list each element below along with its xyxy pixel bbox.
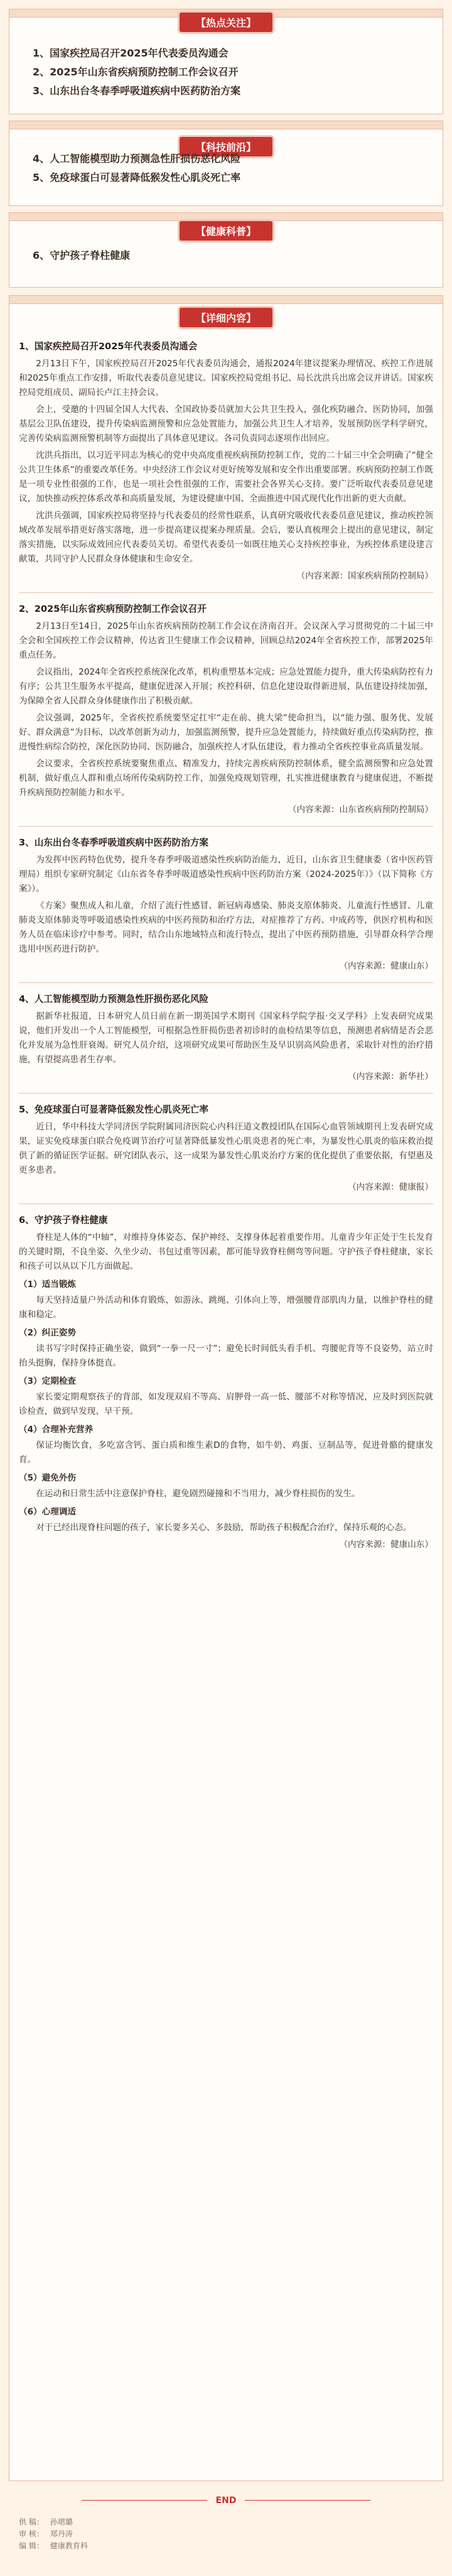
divider <box>19 592 433 593</box>
hot-topics-label: 【热点关注】 <box>180 13 272 32</box>
toc-item[interactable]: 3、山东出台冬春季呼吸道疾病中医药防治方案 <box>33 85 241 97</box>
tip-text: 每天坚持适量户外活动和体育锻炼，如游泳、跳绳、引体向上等，增强腰背部肌肉力量，以维护脊柱的健康和稳定。 <box>19 1295 433 1320</box>
tip-text: 读书写字时保持正确坐姿，做到“一拳一尺一寸”；避免长时间低头看手机、弯腰驼背等不良姿势，站立时抬头挺胸，保持身体挺直。 <box>19 1344 433 1368</box>
detail-content <box>19 339 433 1555</box>
credit-label: 编 辑： <box>19 2541 44 2550</box>
article-paragraph: 为发挥中医药特色优势，提升冬春季呼吸道感染性疾病防治能力，近日，山东省卫生健康委（省中医药管理局）组织专家研究制定《山东省冬春季呼吸道感染性疾病中医药防治方案（2024-2025年）》（以下简称《方案》）。 <box>19 855 433 894</box>
credits-footer <box>19 2516 94 2552</box>
credit-row <box>19 2528 94 2540</box>
article-source: （内容来源：健康山东） <box>339 1540 433 1550</box>
tip-heading: （1）适当锻炼 <box>19 1280 77 1290</box>
article-title: 3、山东出台冬春季呼吸道疾病中医药防治方案 <box>19 837 209 848</box>
article-source: （内容来源：国家疾病预防控制局） <box>296 571 433 581</box>
divider <box>19 982 433 983</box>
tip-heading: （5）避免外伤 <box>19 1473 77 1483</box>
tip-text: 在运动和日常生活中注意保护脊柱，避免剧烈碰撞和不当用力，减少脊柱损伤的发生。 <box>36 1489 360 1499</box>
hot-topics-list <box>33 44 427 101</box>
end-text: END <box>215 2496 237 2506</box>
tip-heading: （6）心理调适 <box>19 1507 77 1517</box>
toc-item[interactable]: 1、国家疾控局召开2025年代表委员沟通会 <box>33 47 229 59</box>
article-paragraph: 2月13日至14日，2025年山东省疾病预防控制工作会议在济南召开。会议深入学习贯彻党的二十届三中全会和全国疾控工作会议精神，传达省卫生健康工作会议精神，回顾总结2024年全省疾控工作，部署2025年重点任务。 <box>19 621 433 660</box>
credit-value: 郑丹涛 <box>50 2530 73 2538</box>
toc-item[interactable]: 5、免疫球蛋白可显著降低猴发性心肌炎死亡率 <box>33 171 241 183</box>
divider <box>19 826 433 827</box>
credit-row <box>19 2540 94 2552</box>
article-paragraph: 沈洪兵强调，国家疾控局将坚持与代表委员的经常性联系，认真研究吸收代表委员意见建议，推动疾控领域改革发展举措更好落实落地，进一步提高建议提案办理质量。会后，要认真梳理会上提出的意见建议，制定落实措施，以实际成效回应代表委员关切。希望代表委员一如既往地关心支持疾控事业，为疾控体系建设建言献策，共同守护人民群众身体健康和生命安全。 <box>19 511 433 564</box>
tip-text: 保证均衡饮食，多吃富含钙、蛋白质和维生素D的食物，如牛奶、鸡蛋、豆制品等，促进骨骼的健康发育。 <box>19 1440 433 1465</box>
tip-heading: （4）合理补充营养 <box>19 1425 94 1435</box>
article-paragraph: 据新华社报道，日本研究人员日前在新一期英国学术期刊《国家科学院学报·交叉学科》上发表研究成果说，他们开发出一个人工智能模型，可根据急性肝损伤患者初诊时的血检结果等信息，预测患者病情是否会恶化并发展为急性肝衰竭。研究人员介绍，这项研究成果可帮助医生及早识别高风险患者，采取针对性的治疗措施，有望提高患者生存率。 <box>19 1011 433 1065</box>
health-label: 【健康科普】 <box>180 221 272 241</box>
article-source: （内容来源：健康山东） <box>339 961 433 971</box>
tip-heading: （3）定期检查 <box>19 1376 77 1386</box>
article-paragraph: 《方案》聚焦成人和儿童，介绍了流行性感冒、新冠病毒感染、肺炎支原体肺炎、儿童流行性感冒、儿童肺炎支原体肺炎等呼吸道感染性疾病的中医药预防和治疗方法，对症推荐了方药、中成药等，供医疗机构和医务人员在临床诊疗中参考。同时，结合山东地域特点和流行特点，提出了中医药预防措施，引导群众科学合理选用中医药进行防护。 <box>19 901 433 954</box>
article-title: 5、免疫球蛋白可显著降低猴发性心肌炎死亡率 <box>19 1104 209 1115</box>
detail-label: 【详细内容】 <box>180 308 272 327</box>
article-paragraph: 会议要求，全省疾控系统要聚焦重点、精准发力，持续完善疾病预防控制体系，健全监测预警和应急处置机制，做好重点人群和重点场所传染病防控工作，加强免疫规划管理，扎实推进健康教育与健康促进，不断提升疾病预防控制能力和水平。 <box>19 759 433 798</box>
credit-label: 审 核： <box>19 2530 44 2538</box>
toc-item[interactable]: 4、人工智能模型助力预测急性肝损伤恶化风险 <box>33 153 241 165</box>
credit-value: 健康教育科 <box>50 2541 88 2550</box>
toc-item[interactable]: 6、守护孩子脊柱健康 <box>33 249 131 261</box>
article-paragraph: 会议强调，2025年，全省疾控系统要坚定扛牢“走在前、挑大梁”使命担当，以“能力强、服务优、发展好、群众满意”为目标，以改革创新为动力，加强监测预警，提升应急处置能力，持续做好重点传染病防控，推进慢性病综合防控，深化医防协同、医防融合，加强疾控人才队伍建设，着力推动全省疾控事业高质量发展。 <box>19 713 433 752</box>
tip-text: 对于已经出现脊柱问题的孩子，家长要多关心、多鼓励，帮助孩子积极配合治疗，保持乐观的心态。 <box>36 1523 412 1533</box>
credit-row <box>19 2516 94 2528</box>
article-paragraph: 脊柱是人体的“中轴”，对维持身体姿态、保护神经、支撑身体起着重要作用。儿童青少年正处于生长发育的关键时期，不良坐姿、久坐少动、书包过重等因素，都可能导致脊柱侧弯等问题。守护孩子脊柱健康，家长和孩子可以从以下几方面做起。 <box>19 1232 433 1271</box>
article-source: （内容来源：山东省疾病预防控制局） <box>288 805 433 815</box>
article-paragraph: 近日，华中科技大学同济医学院附属同济医院心内科汪道文教授团队在国际心血管领域期刊上发表研究成果，证实免疫球蛋白联合免疫调节治疗可显著降低暴发性心肌炎患者的死亡率，为暴发性心肌炎的临床救治提供了新的循证医学证据。研究团队表示，这一成果为暴发性心肌炎治疗方案的优化提供了重要依据，有望惠及更多患者。 <box>19 1122 433 1175</box>
tip-text: 家长要定期观察孩子的背部，如发现双肩不等高、肩胛骨一高一低、腰部不对称等情况，应及时到医院就诊检查，做到早发现、早干预。 <box>19 1392 433 1416</box>
article-title: 4、人工智能模型助力预测急性肝损伤恶化风险 <box>19 994 209 1004</box>
article-paragraph: 沈洪兵指出，以习近平同志为核心的党中央高度重视疾病预防控制工作，党的二十届三中全会明确了“健全公共卫生体系”的重要改革任务。中央经济工作会议对更好统筹发展和安全作出重要部署。疾病预防控制工作既是一项专业性很强的工作，也是一项社会性很强的工作，需要社会各界关心支持。要广泛听取代表委员意见建议，加快推动疾控体系改革和高质量发展，为建设健康中国、全面推进中国式现代化作出新的更大贡献。 <box>19 450 433 504</box>
article-source: （内容来源：新华社） <box>348 1072 433 1082</box>
credit-label: 供 稿： <box>19 2518 44 2526</box>
article-paragraph: 会议指出，2024年全省疾控系统深化改革，机构重塑基本完成；应急处置能力提升，重大传染病防控有力有序；公共卫生服务水平提高，健康促进深入开展；疾控科研、信息化建设取得新进展，队伍建设持续加强，为保障全省人民群众身体健康作出了积极贡献。 <box>19 667 433 706</box>
toc-item[interactable]: 2、2025年山东省疾病预防控制工作会议召开 <box>33 66 239 78</box>
article-title: 2、2025年山东省疾病预防控制工作会议召开 <box>19 604 207 614</box>
article-source: （内容来源：健康报） <box>348 1182 433 1192</box>
credit-value: 孙珺璐 <box>50 2518 73 2526</box>
divider <box>19 1093 433 1094</box>
tip-heading: （2）纠正姿势 <box>19 1328 77 1338</box>
article-title: 1、国家疾控局召开2025年代表委员沟通会 <box>19 341 198 352</box>
article-title: 6、守护孩子脊柱健康 <box>19 1215 108 1226</box>
health-list <box>33 246 427 265</box>
article-paragraph: 会上，受邀的十四届全国人大代表、全国政协委员就加大公共卫生投入，强化疾防融合、医防协同，加强基层公卫队伍建设，提升传染病监测预警和应急处置能力，加强公共卫生人才培养，发展预防医学科学研究，完善传染病监测预警机制等方面提出了具体意见建议。各司负责同志逐项作出回应。 <box>19 405 433 443</box>
research-label: 【科技前沿】 <box>180 137 272 156</box>
end-marker <box>0 2494 452 2506</box>
article-paragraph: 2月13日下午，国家疾控局召开2025年代表委员沟通会，通报2024年建议提案办理情况、疾控工作进展和2025年重点工作安排，听取代表委员意见建议。国家疾控局党组书记、局长沈洪兵出席会议并讲话。国家疾控局党组成员、副局长卢江主持会议。 <box>19 359 433 398</box>
research-list <box>33 149 427 187</box>
